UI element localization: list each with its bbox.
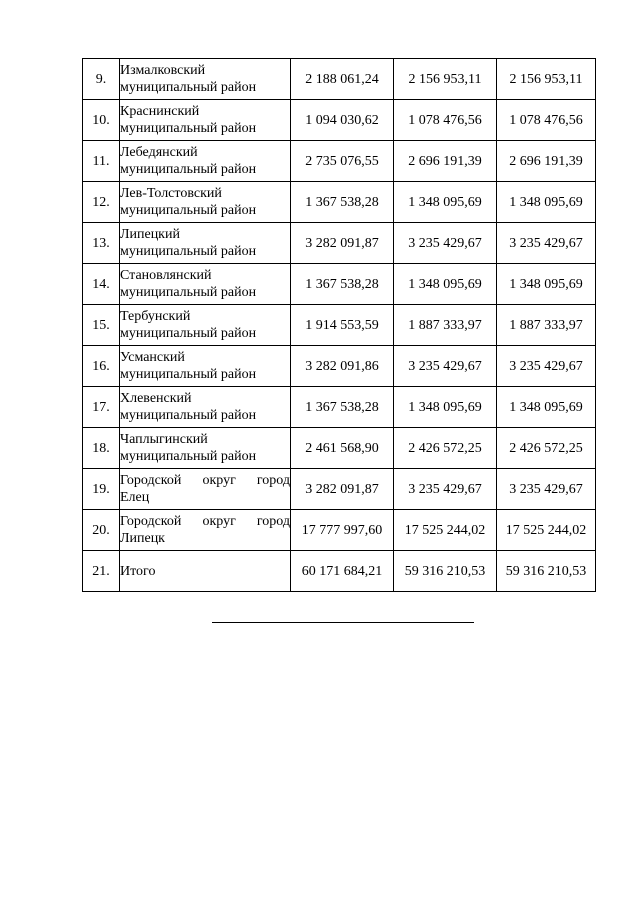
amount-v3: 1 348 095,69	[497, 182, 596, 223]
district-name	[120, 223, 291, 264]
amount-v2: 2 156 953,11	[394, 59, 497, 100]
district-name-line1	[120, 513, 290, 530]
row-number: 11.	[83, 141, 120, 182]
table-row	[83, 264, 596, 305]
amount-v2: 1 348 095,69	[394, 264, 497, 305]
district-name-line2: Елец	[120, 490, 150, 505]
district-name-line1	[120, 563, 290, 580]
district-name	[120, 428, 291, 469]
amount-v2: 1 348 095,69	[394, 182, 497, 223]
district-name-word: округ	[202, 514, 236, 529]
district-name-line1	[120, 144, 290, 161]
district-name-word: Липецкий	[120, 227, 180, 242]
district-name-line1	[120, 308, 290, 325]
amount-v2: 3 235 429,67	[394, 223, 497, 264]
district-name	[120, 100, 291, 141]
district-name-word: город	[256, 473, 290, 488]
district-name-word: Тербунский	[120, 309, 191, 324]
row-number: 17.	[83, 387, 120, 428]
amount-v3: 1 887 333,97	[497, 305, 596, 346]
table-row	[83, 469, 596, 510]
row-number: 16.	[83, 346, 120, 387]
closing-rule	[212, 622, 474, 623]
table-row	[83, 100, 596, 141]
table-row	[83, 141, 596, 182]
amount-v1: 2 188 061,24	[291, 59, 394, 100]
district-name-word: Усманский	[120, 350, 185, 365]
district-name	[120, 264, 291, 305]
district-name-line2: муниципальный район	[120, 80, 257, 95]
district-name-word: Хлевенский	[120, 391, 192, 406]
amount-v3: 3 235 429,67	[497, 346, 596, 387]
row-number: 20.	[83, 510, 120, 551]
amount-v1: 1 367 538,28	[291, 387, 394, 428]
table-row	[83, 182, 596, 223]
table-row	[83, 387, 596, 428]
amount-v3: 2 156 953,11	[497, 59, 596, 100]
amount-v3: 2 426 572,25	[497, 428, 596, 469]
amount-v2: 1 887 333,97	[394, 305, 497, 346]
amount-v1: 2 735 076,55	[291, 141, 394, 182]
amount-v1: 3 282 091,87	[291, 223, 394, 264]
district-name-word: город	[256, 514, 290, 529]
district-name-word: Краснинский	[120, 104, 200, 119]
district-name-line2: муниципальный район	[120, 326, 257, 341]
table-row	[83, 223, 596, 264]
district-name	[120, 141, 291, 182]
district-name-line1	[120, 349, 290, 366]
amount-v1: 1 367 538,28	[291, 264, 394, 305]
table-row	[83, 59, 596, 100]
district-name	[120, 387, 291, 428]
district-name-line2: муниципальный район	[120, 244, 257, 259]
amount-v2: 17 525 244,02	[394, 510, 497, 551]
district-name-word: Лебедянский	[120, 145, 198, 160]
district-name-word: Измалковский	[120, 63, 206, 78]
allocation-table	[82, 58, 596, 592]
amount-v2: 2 426 572,25	[394, 428, 497, 469]
table-row	[83, 551, 596, 592]
table-row	[83, 510, 596, 551]
district-name-word: Становлянский	[120, 268, 212, 283]
amount-v3: 59 316 210,53	[497, 551, 596, 592]
amount-v1: 3 282 091,87	[291, 469, 394, 510]
amount-v2: 59 316 210,53	[394, 551, 497, 592]
district-name-line1	[120, 267, 290, 284]
row-number: 9.	[83, 59, 120, 100]
district-name	[120, 182, 291, 223]
amount-v2: 2 696 191,39	[394, 141, 497, 182]
district-name	[120, 305, 291, 346]
district-name-word: Городской	[120, 473, 182, 488]
district-name	[120, 469, 291, 510]
district-name-line2: муниципальный район	[120, 121, 257, 136]
row-number: 18.	[83, 428, 120, 469]
district-name-word: Городской	[120, 514, 182, 529]
district-name-line2: муниципальный район	[120, 203, 257, 218]
district-name-line2: муниципальный район	[120, 367, 257, 382]
row-number: 10.	[83, 100, 120, 141]
amount-v1: 1 094 030,62	[291, 100, 394, 141]
amount-v1: 17 777 997,60	[291, 510, 394, 551]
amount-v2: 1 078 476,56	[394, 100, 497, 141]
district-name-word: округ	[202, 473, 236, 488]
row-number: 19.	[83, 469, 120, 510]
district-name-line2: муниципальный район	[120, 285, 257, 300]
district-name-line1	[120, 103, 290, 120]
district-name-line1	[120, 185, 290, 202]
district-name-line1	[120, 62, 290, 79]
amount-v1: 3 282 091,86	[291, 346, 394, 387]
amount-v1: 1 367 538,28	[291, 182, 394, 223]
district-name	[120, 346, 291, 387]
district-name-line2: муниципальный район	[120, 162, 257, 177]
amount-v2: 3 235 429,67	[394, 469, 497, 510]
row-number: 15.	[83, 305, 120, 346]
table-row	[83, 428, 596, 469]
row-number: 12.	[83, 182, 120, 223]
amount-v2: 1 348 095,69	[394, 387, 497, 428]
amount-v1: 1 914 553,59	[291, 305, 394, 346]
district-name	[120, 551, 291, 592]
amount-v3: 1 348 095,69	[497, 264, 596, 305]
district-name-word: Чаплыгинский	[120, 432, 208, 447]
table-row	[83, 346, 596, 387]
amount-v1: 2 461 568,90	[291, 428, 394, 469]
district-name-line1	[120, 472, 290, 489]
amount-v1: 60 171 684,21	[291, 551, 394, 592]
table-body	[83, 59, 596, 592]
district-name-line1	[120, 431, 290, 448]
amount-v3: 2 696 191,39	[497, 141, 596, 182]
amount-v3: 3 235 429,67	[497, 223, 596, 264]
district-name-line2: муниципальный район	[120, 408, 257, 423]
amount-v3: 3 235 429,67	[497, 469, 596, 510]
district-name-line2: Липецк	[120, 531, 165, 546]
row-number: 21.	[83, 551, 120, 592]
row-number: 14.	[83, 264, 120, 305]
district-name-line2: муниципальный район	[120, 449, 257, 464]
table-row	[83, 305, 596, 346]
district-name-word: Лев-Толстовский	[120, 186, 222, 201]
amount-v3: 17 525 244,02	[497, 510, 596, 551]
district-name	[120, 59, 291, 100]
district-name-line1	[120, 390, 290, 407]
row-number: 13.	[83, 223, 120, 264]
amount-v3: 1 078 476,56	[497, 100, 596, 141]
district-name-line1	[120, 226, 290, 243]
amount-v2: 3 235 429,67	[394, 346, 497, 387]
amount-v3: 1 348 095,69	[497, 387, 596, 428]
district-name-word: Итого	[120, 563, 156, 579]
district-name	[120, 510, 291, 551]
